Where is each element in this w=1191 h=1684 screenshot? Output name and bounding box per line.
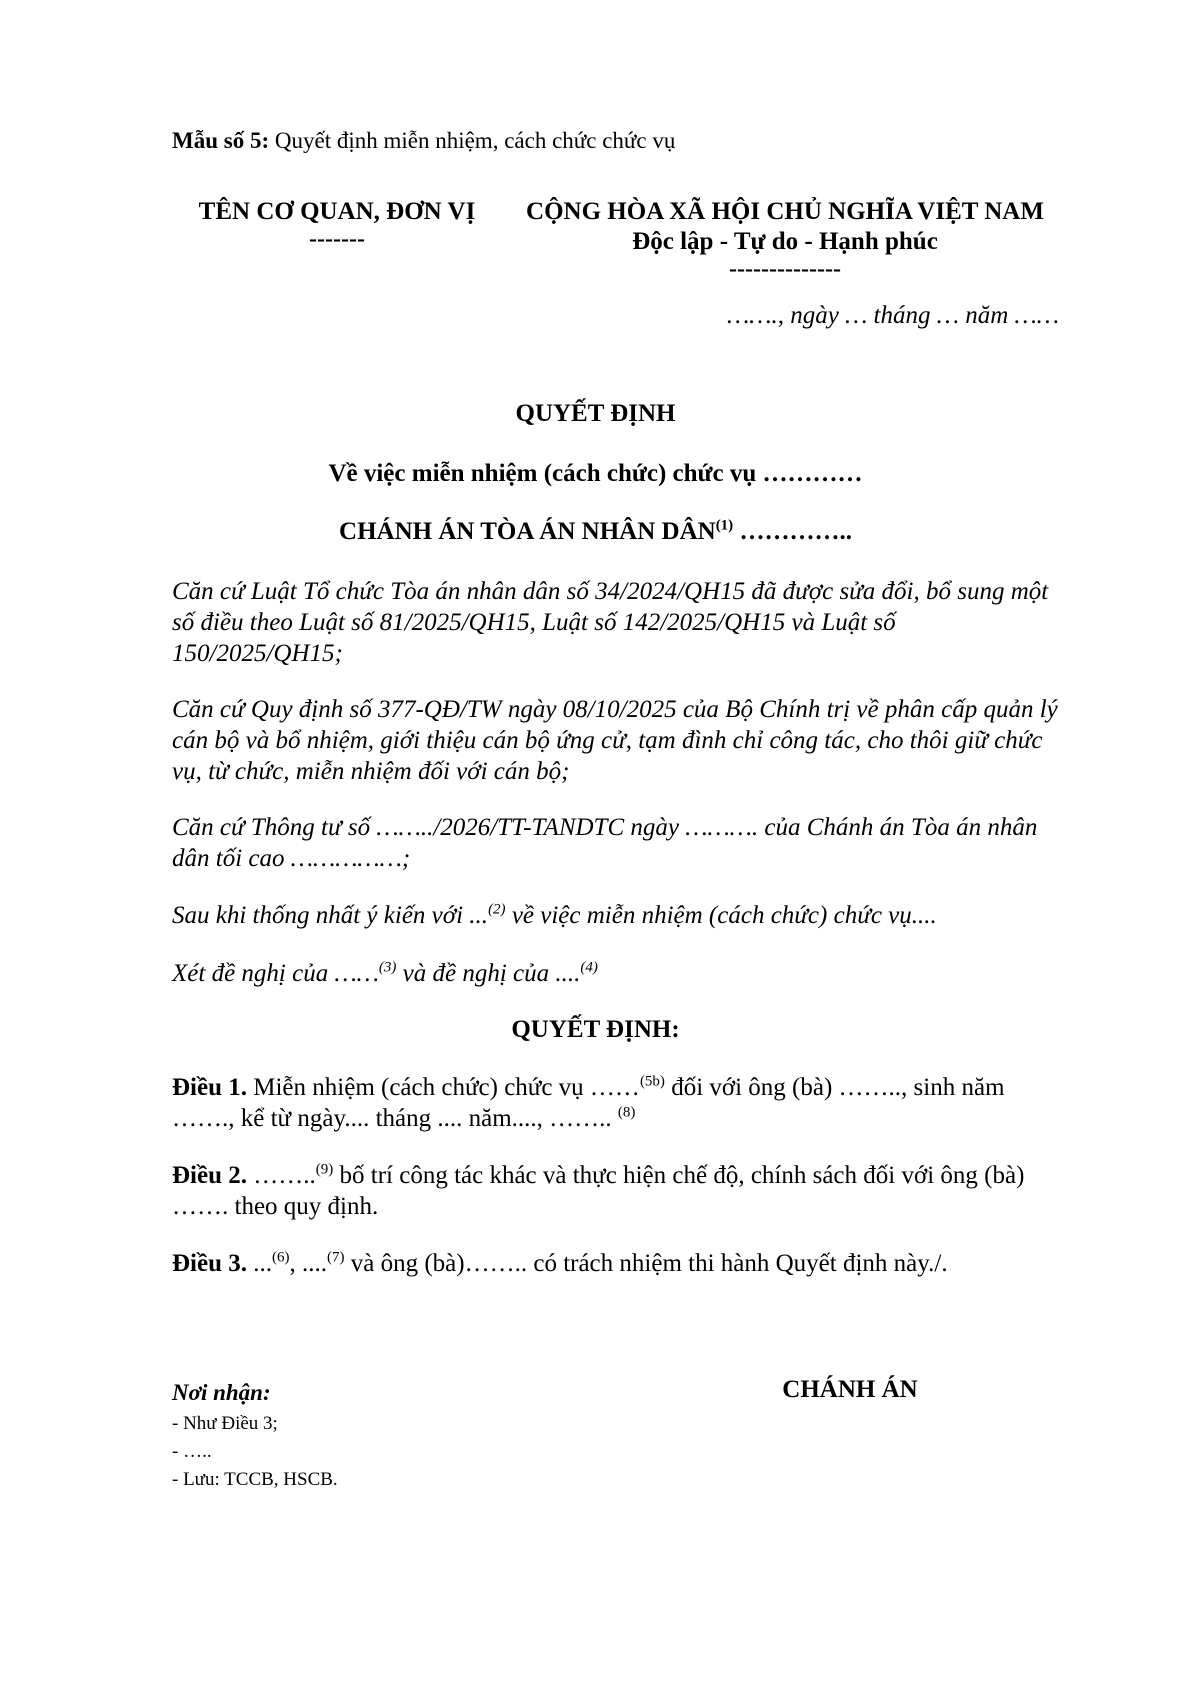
recipient-item: - Như Điều 3;	[172, 1413, 278, 1434]
agency-name: TÊN CƠ QUAN, ĐƠN VỊ	[198, 198, 476, 225]
decision-heading: QUYẾT ĐỊNH:	[511, 1016, 680, 1043]
motto-divider: --------------	[729, 256, 841, 282]
recipient-item: - …..	[172, 1441, 212, 1462]
form-label-number: Mẫu số 5:	[172, 128, 270, 153]
article-3-text-end: và ông (bà)…….. có trách nhiệm thi hành Quyết định này./.	[344, 1250, 948, 1277]
form-label-text: Quyết định miễn nhiệm, cách chức chức vụ	[269, 128, 676, 153]
preamble-proposal	[172, 958, 1072, 989]
authority-name: CHÁNH ÁN TÒA ÁN NHÂN DÂN	[339, 518, 716, 545]
country-name: CỘNG HÒA XÃ HỘI CHỦ NGHĨA VIỆT NAM	[526, 198, 1044, 225]
proposal-text-start: Xét đề nghị của ……	[172, 960, 379, 987]
footnote-ref-5b: (5b)	[639, 1073, 665, 1090]
article-1-label: Điều 1.	[172, 1074, 247, 1101]
date-line: ……., ngày … tháng … năm ……	[727, 302, 1059, 329]
document-subject: Về việc miễn nhiệm (cách chức) chức vụ …………	[328, 460, 863, 487]
recipients-list	[172, 1410, 338, 1494]
article-1-text-end: đối với ông (bà) …….., sinh năm ……., kể từ ngày.... tháng .... năm...., ……..	[172, 1074, 1005, 1132]
preamble-agreement	[172, 900, 1072, 931]
article-1-text-start: Miễn nhiệm (cách chức) chức vụ ……	[247, 1074, 640, 1101]
form-label	[172, 128, 675, 154]
footnote-ref-1: (1)	[715, 517, 734, 534]
footnote-ref-6: (6)	[272, 1249, 290, 1266]
preamble-legal-basis-2: Căn cứ Quy định số 377-QĐ/TW ngày 08/10/2025 của Bộ Chính trị về phân cấp quản lý cán bộ và bổ nhiệm, giới thiệu cán bộ ứng cử, tạm đình chỉ công tác, cho thôi giữ chức vụ, từ chức, miễn nhiệm đối với cán bộ;	[172, 696, 1058, 785]
issuing-authority	[0, 518, 1191, 546]
article-3-label: Điều 3.	[172, 1250, 247, 1277]
article-2-text-end: bố trí công tác khác và thực hiện chế độ, chính sách đối với ông (bà) ……. theo quy định.	[172, 1162, 1025, 1220]
article-1	[172, 1072, 1072, 1134]
footnote-ref-4: (4)	[580, 959, 598, 976]
article-3	[172, 1248, 1072, 1279]
agreement-text-end: về việc miễn nhiệm (cách chức) chức vụ....	[505, 902, 937, 929]
recipient-item: - Lưu: TCCB, HSCB.	[172, 1469, 338, 1490]
preamble-legal-basis-3: Căn cứ Thông tư số ……../2026/TT-TANDTC ngày ………. của Chánh án Tòa án nhân dân tối cao ……………;	[172, 814, 1038, 872]
footnote-ref-3: (3)	[378, 959, 397, 976]
footnote-ref-7: (7)	[327, 1249, 345, 1266]
footnote-ref-9: (9)	[315, 1161, 334, 1178]
agreement-text-start: Sau khi thống nhất ý kiến với ...	[172, 902, 489, 929]
footnote-ref-2: (2)	[488, 901, 506, 918]
article-2-text-start: ……..	[247, 1162, 316, 1189]
article-2-label: Điều 2.	[172, 1162, 247, 1189]
footnote-ref-8: (8)	[617, 1104, 636, 1121]
agency-divider: -------	[309, 226, 365, 252]
document-title: QUYẾT ĐỊNH	[515, 400, 676, 427]
signature-title: CHÁNH ÁN	[782, 1376, 918, 1403]
recipients-heading: Nơi nhận:	[172, 1380, 271, 1405]
motto: Độc lập - Tự do - Hạnh phúc	[632, 228, 938, 255]
proposal-text-mid: và đề nghị của ....	[396, 960, 581, 987]
article-3-text-start: ...	[247, 1250, 272, 1277]
authority-placeholder: …………..	[733, 518, 852, 545]
article-3-text-mid: , ....	[289, 1250, 327, 1277]
article-2	[172, 1160, 1072, 1222]
preamble-legal-basis-1: Căn cứ Luật Tổ chức Tòa án nhân dân số 34/2024/QH15 đã được sửa đổi, bổ sung một số điều theo Luật số 81/2025/QH15, Luật số 142/2025/QH15 và Luật số 150/2025/QH15;	[172, 578, 1049, 667]
